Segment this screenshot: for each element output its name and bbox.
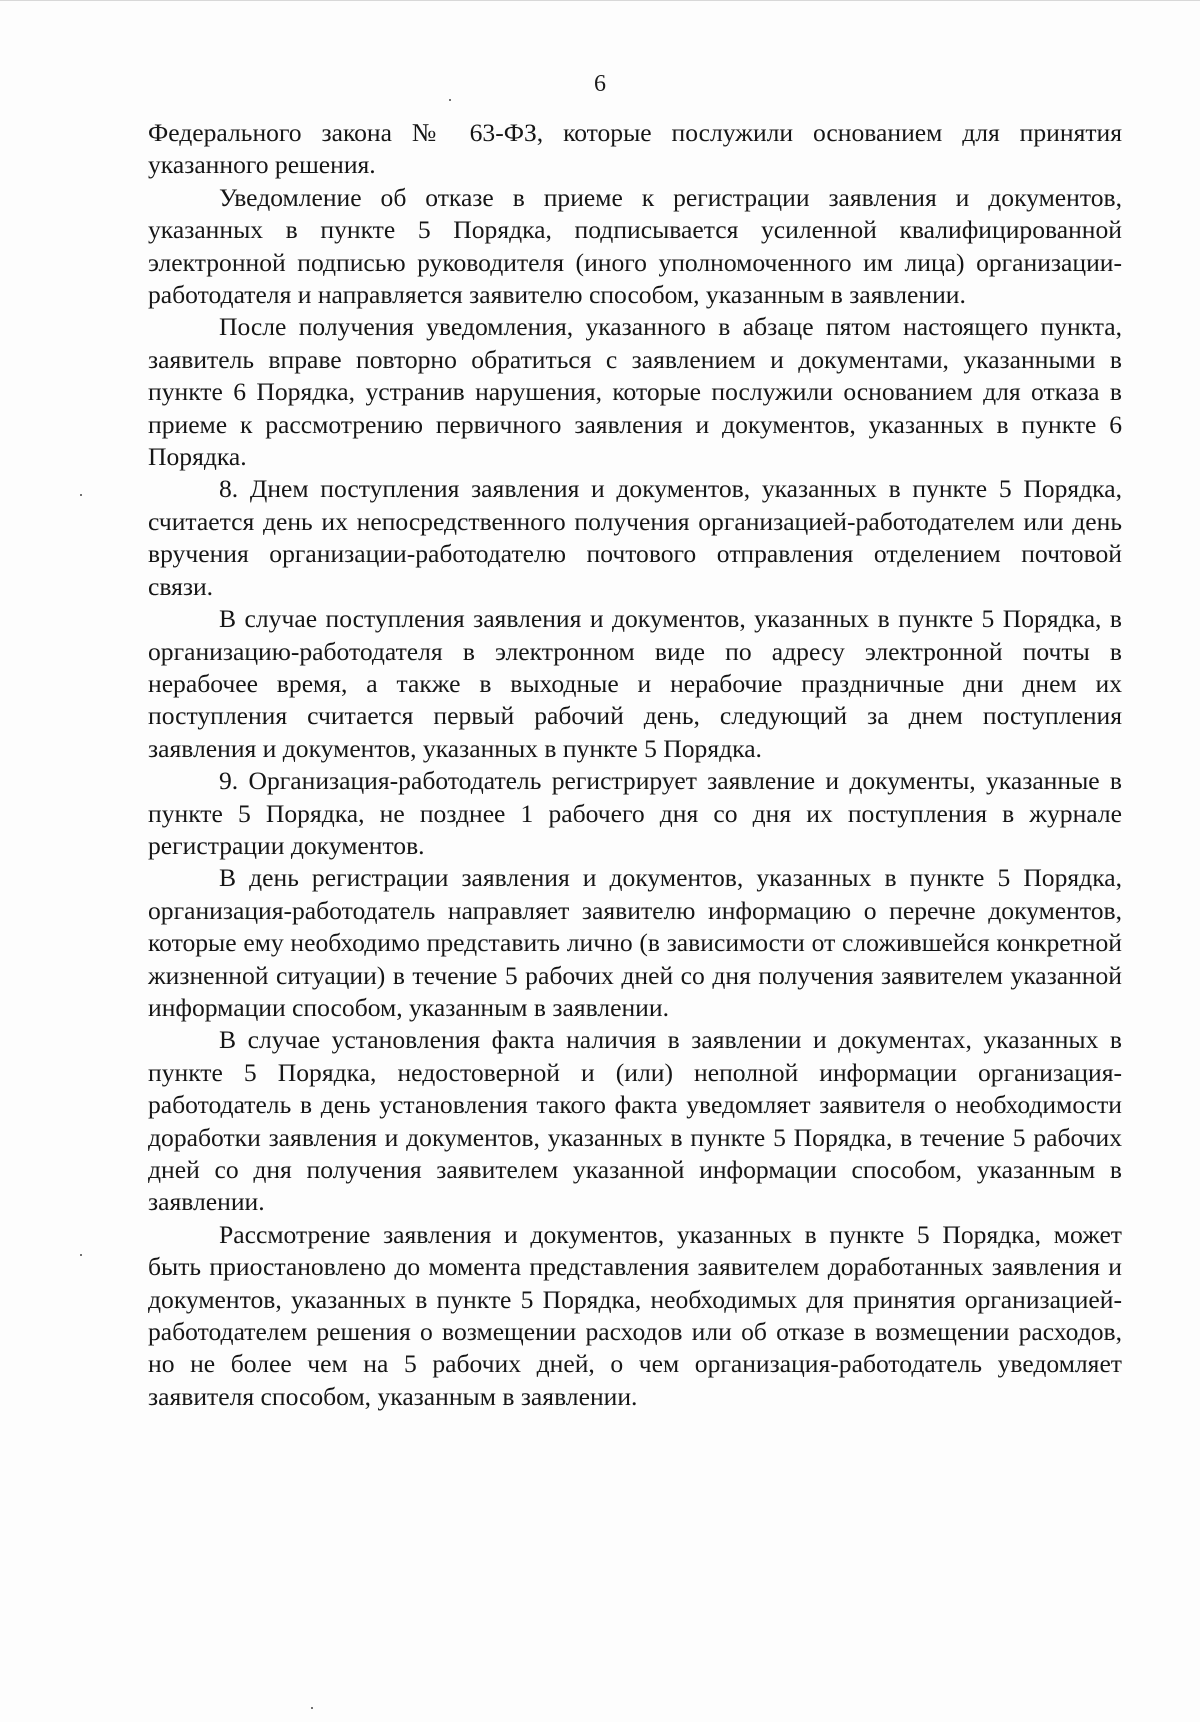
scan-speck <box>80 494 82 496</box>
paragraph: В случае установления факта наличия в заявлении и документах, указанных в пункте 5 Порядка, недостоверной и (или) неполной информации организация-работодатель в день установления такого факта уведомляет заявителя о необходимости доработки заявления и документов, указанных в пункте 5 Порядка, в течение 5 рабочих дней со дня получения заявителем указанной информации способом, указанным в заявлении. <box>148 1025 1122 1217</box>
scan-speck <box>80 1254 82 1256</box>
scan-speck <box>311 1707 313 1709</box>
paragraph: Федерального закона № 63-ФЗ, которые послужили основанием для принятия указанного решения. <box>148 118 1122 180</box>
paragraph: Рассмотрение заявления и документов, указанных в пункте 5 Порядка, может быть приостановлено до момента представления заявителем доработанных заявления и документов, указанных в пункте 5 Порядка, необходимых для принятия организацией-работодателем решения о возмещении расходов или об отказе в возмещении расходов, но не более чем на 5 рабочих дней, о чем организация-работодатель уведомляет заявителя способом, указанным в заявлении. <box>148 1219 1122 1411</box>
document-body <box>148 117 1122 1413</box>
paragraph: После получения уведомления, указанного в абзаце пятом настоящего пункта, заявитель вправе повторно обратиться с заявлением и документами, указанными в пункте 6 Порядка, устранив нарушения, которые послужили основанием для отказа в приеме к рассмотрению первичного заявления и документов, указанных в пункте 6 Порядка. <box>148 312 1122 472</box>
scan-speck <box>449 99 451 101</box>
paragraph: В день регистрации заявления и документов, указанных в пункте 5 Порядка, организация-работодатель направляет заявителю информацию о перечне документов, которые ему необходимо представить лично (в зависимости от сложившейся конкретной жизненной ситуации) в течение 5 рабочих дней со дня получения заявителем указанной информации способом, указанным в заявлении. <box>148 863 1122 1022</box>
page-number: 6 <box>594 71 606 97</box>
paragraph: 8. Днем поступления заявления и документов, указанных в пункте 5 Порядка, считается день их непосредственного получения организацией-работодателем или день вручения организации-работодателю почтового отправления отделением почтовой связи. <box>148 474 1122 601</box>
paragraph: В случае поступления заявления и документов, указанных в пункте 5 Порядка, в организацию-работодателя в электронном виде по адресу электронной почты в нерабочее время, а также в выходные и нерабочие праздничные дни днем их поступления считается первый рабочий день, следующий за днем поступления заявления и документов, указанных в пункте 5 Порядка. <box>148 604 1122 763</box>
paragraph: 9. Организация-работодатель регистрирует заявление и документы, указанные в пункте 5 Порядка, не позднее 1 рабочего дня со дня их поступления в журнале регистрации документов. <box>148 766 1122 860</box>
paragraph: Уведомление об отказе в приеме к регистрации заявления и документов, указанных в пункте 5 Порядка, подписывается усиленной квалифицированной электронной подписью руководителя (иного уполномоченного им лица) организации-работодателя и направляется заявителю способом, указанным в заявлении. <box>148 182 1122 310</box>
